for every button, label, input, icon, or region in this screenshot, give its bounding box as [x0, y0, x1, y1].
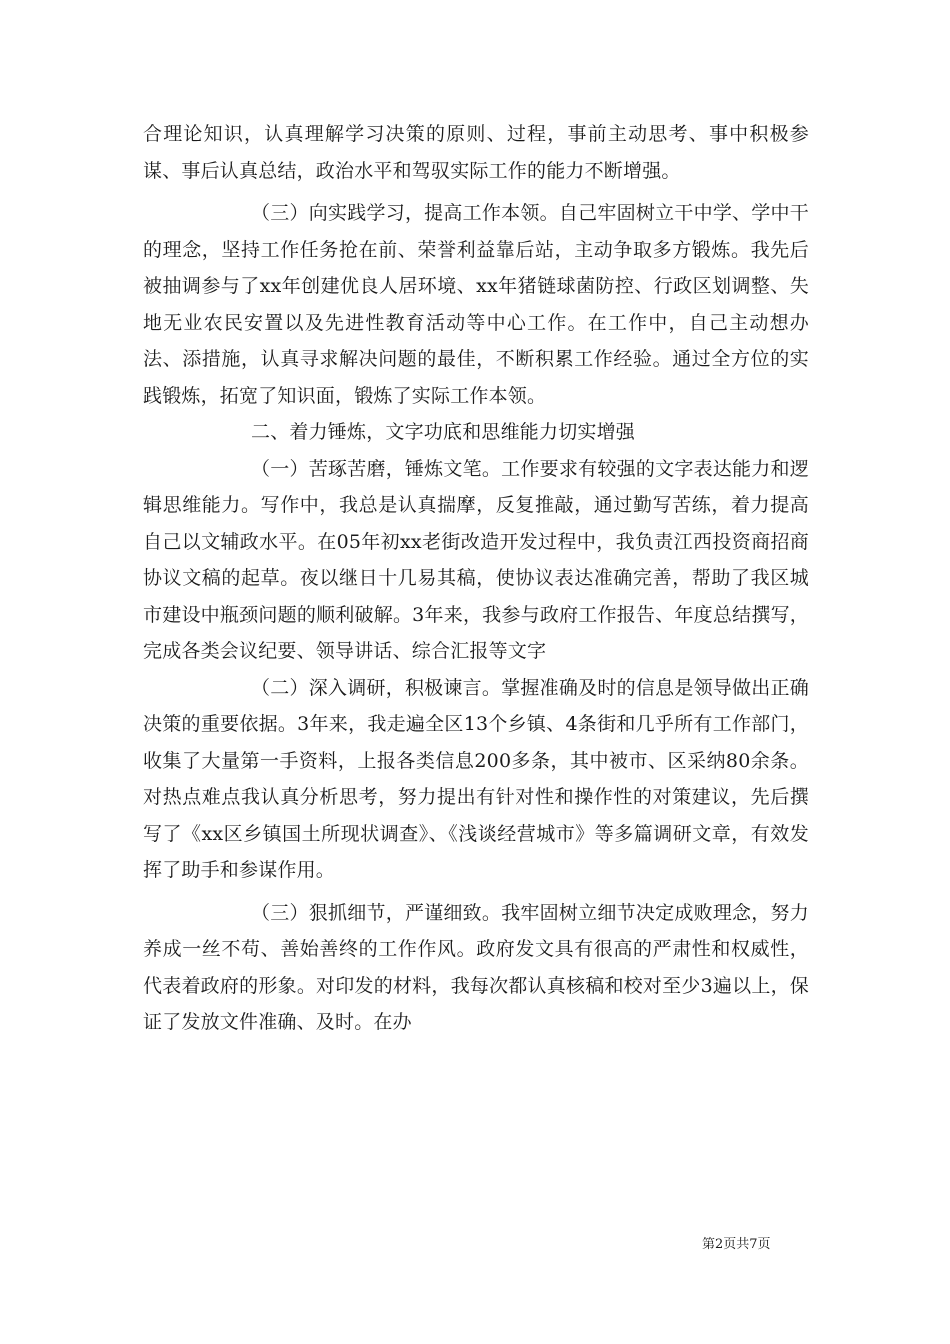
paragraph-continuation: 合理论知识，认真理解学习决策的原则、过程，事前主动思考、事中积极参谋、事后认真总结，政治水平和驾驭实际工作的能力不断增强。	[143, 123, 809, 182]
paragraph-attention-to-detail: （三）狠抓细节，严谨细致。我牢固树立细节决定成败理念，努力养成一丝不苟、善始善终的工作作风。政府发文具有很高的严肃性和权威性，代表着政府的形象。对印发的材料，我每次都认真核稿和校对至少3遍以上，保证了发放文件准确、及时。在办	[143, 901, 809, 1033]
document-body	[143, 116, 809, 1041]
section-heading-two: 二、着力锤炼，文字功底和思维能力切实增强	[251, 421, 636, 443]
paragraph-writing-skills: （一）苦琢苦磨，锤炼文笔。工作要求有较强的文字表达能力和逻辑思维能力。写作中，我总是认真揣摩，反复推敲，通过勤写苦练，着力提高自己以文辅政水平。在05年初xx老街改造开发过程中，我负责江西投资商招商协议文稿的起草。夜以继日十几易其稿，使协议表达准确完善，帮助了我区城市建设中瓶颈问题的顺利破解。3年来，我参与政府工作报告、年度总结撰写，完成各类会议纪要、领导讲话、综合汇报等文字	[143, 457, 809, 662]
paragraph-practice-learning: （三）向实践学习，提高工作本领。自己牢固树立干中学、学中干的理念，坚持工作任务抢在前、荣誉利益靠后站，主动争取多方锻炼。我先后被抽调参与了xx年创建优良人居环境、xx年猪链球菌防控、行政区划调整、失地无业农民安置以及先进性教育活动等中心工作。在工作中，自己主动想办法、添措施，认真寻求解决问题的最佳，不断积累工作经验。通过全方位的实践锻炼，拓宽了知识面，锻炼了实际工作本领。	[143, 202, 809, 407]
paragraph-research: （二）深入调研，积极谏言。掌握准确及时的信息是领导做出正确决策的重要依据。3年来，我走遍全区13个乡镇、4条街和几乎所有工作部门，收集了大量第一手资料，上报各类信息200多条，其中被市、区采纳80余条。对热点难点我认真分析思考，努力提出有针对性和操作性的对策建议，先后撰写了《xx区乡镇国土所现状调查》、《浅谈经营城市》等多篇调研文章，有效发挥了助手和参谋作用。	[143, 676, 809, 881]
page-number-footer: 第2页共7页	[702, 1237, 771, 1252]
